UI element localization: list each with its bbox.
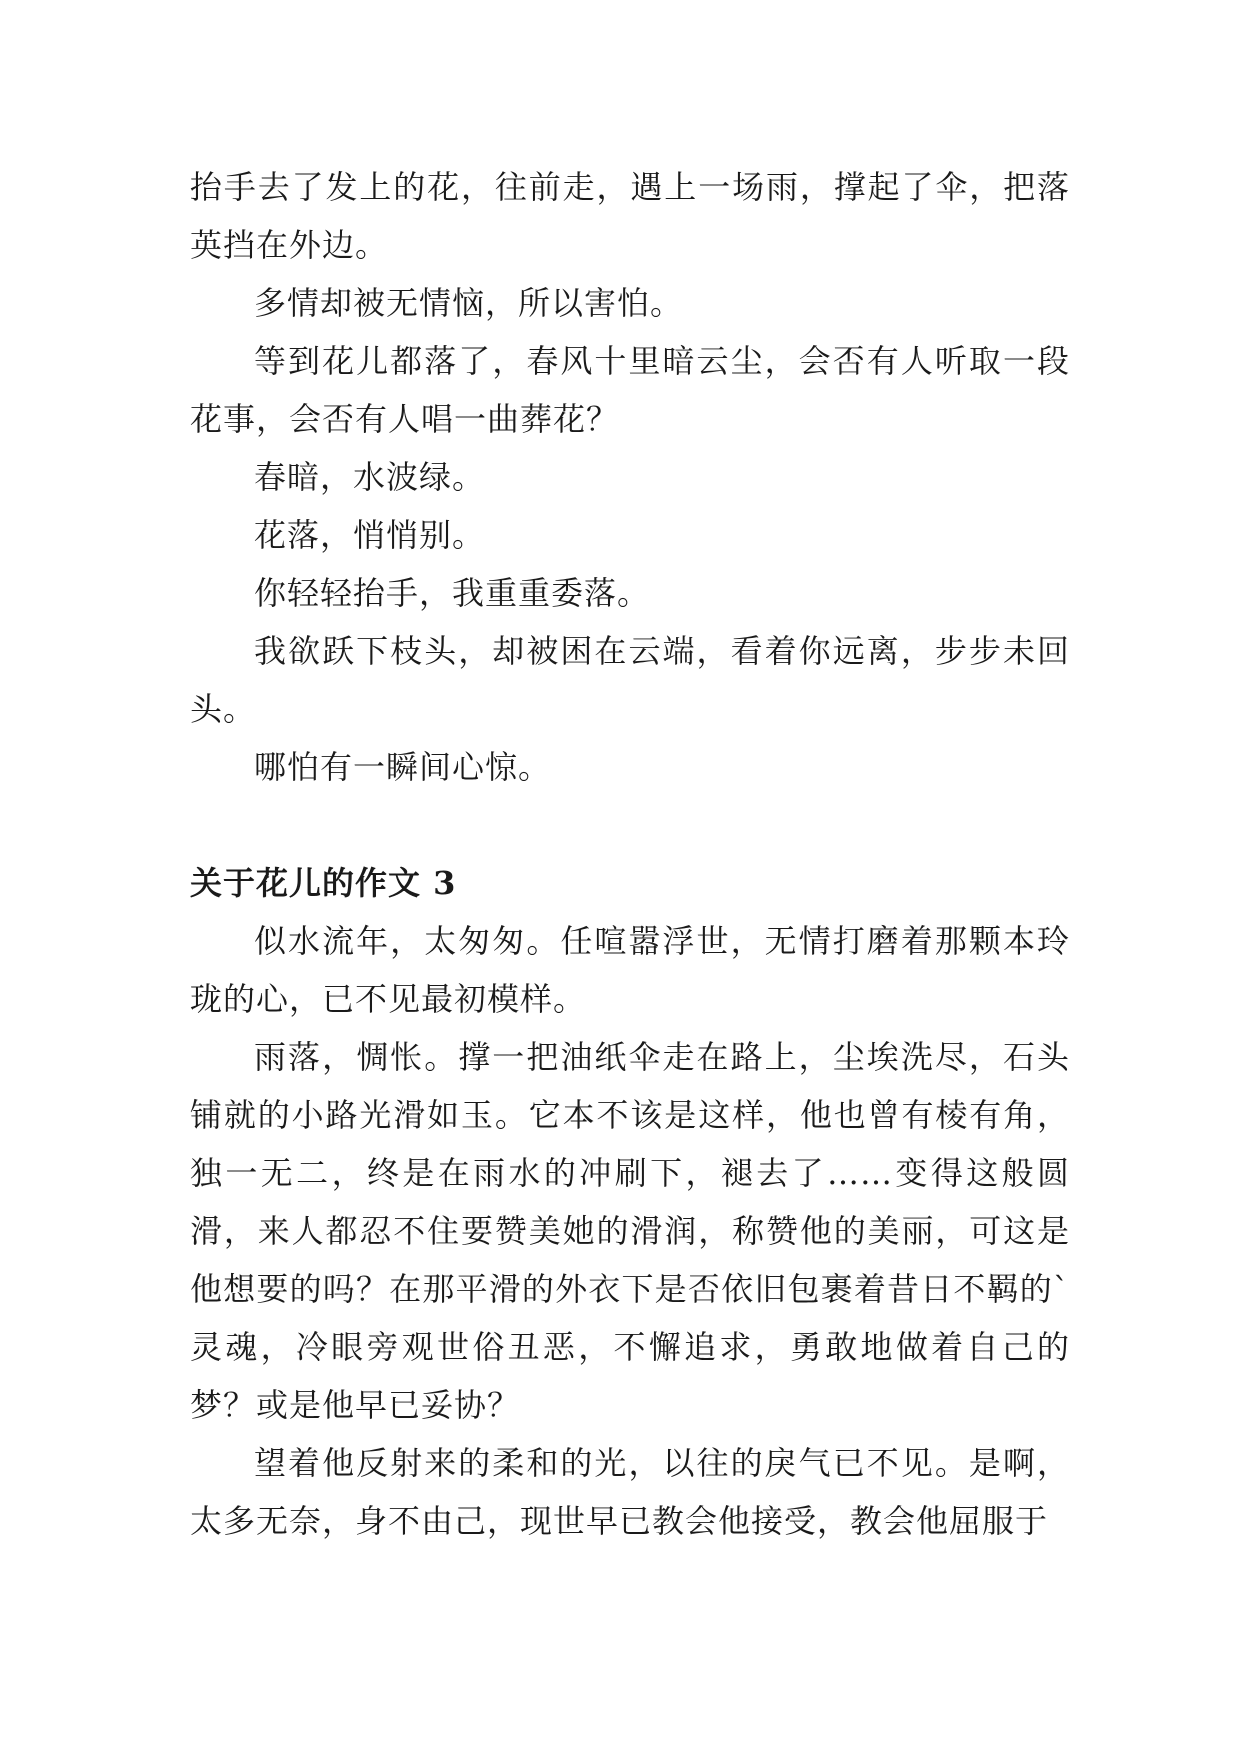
document-page: [190, 158, 1070, 1550]
paragraph: 望着他反射来的柔和的光，以往的戾气已不见。是啊，太多无奈，身不由己，现世早已教会他接受，教会他屈服于: [190, 1444, 1070, 1540]
paragraph: 雨落，惆怅。撑一把油纸伞走在路上，尘埃洗尽，石头铺就的小路光滑如玉。它本不该是这样，他也曾有棱有角，独一无二，终是在雨水的冲刷下，褪去了……变得这般圆滑，来人都忍不住要赞美她的滑润，称赞他的美丽，可这是他想要的吗？在那平滑的外衣下是否依旧包裹着昔日不羁的`灵魂，冷眼旁观世俗丑恶，不懈追求，勇敢地做着自己的梦？或是他早已妥协？: [190, 1038, 1070, 1424]
paragraph: 等到花儿都落了，春风十里暗云尘，会否有人听取一段花事，会否有人唱一曲葬花？: [190, 342, 1070, 438]
paragraph: 你轻轻抬手，我重重委落。: [254, 574, 651, 612]
paragraph: 哪怕有一瞬间心惊。: [254, 748, 552, 786]
section-gap: [190, 796, 1070, 854]
paragraph: 抬手去了发上的花，往前走，遇上一场雨，撑起了伞，把落英挡在外边。: [190, 168, 1070, 264]
paragraph: 花落，悄悄别。: [254, 516, 486, 554]
section-title: 关于花儿的作文 3: [190, 864, 457, 902]
paragraph: 我欲跃下枝头，却被困在云端，看着你远离，步步未回头。: [190, 632, 1070, 728]
paragraph: 春暗，水波绿。: [254, 458, 486, 496]
paragraph: 似水流年，太匆匆。任喧嚣浮世，无情打磨着那颗本玲珑的心，已不见最初模样。: [190, 922, 1070, 1018]
paragraph: 多情却被无情恼，所以害怕。: [254, 284, 684, 322]
